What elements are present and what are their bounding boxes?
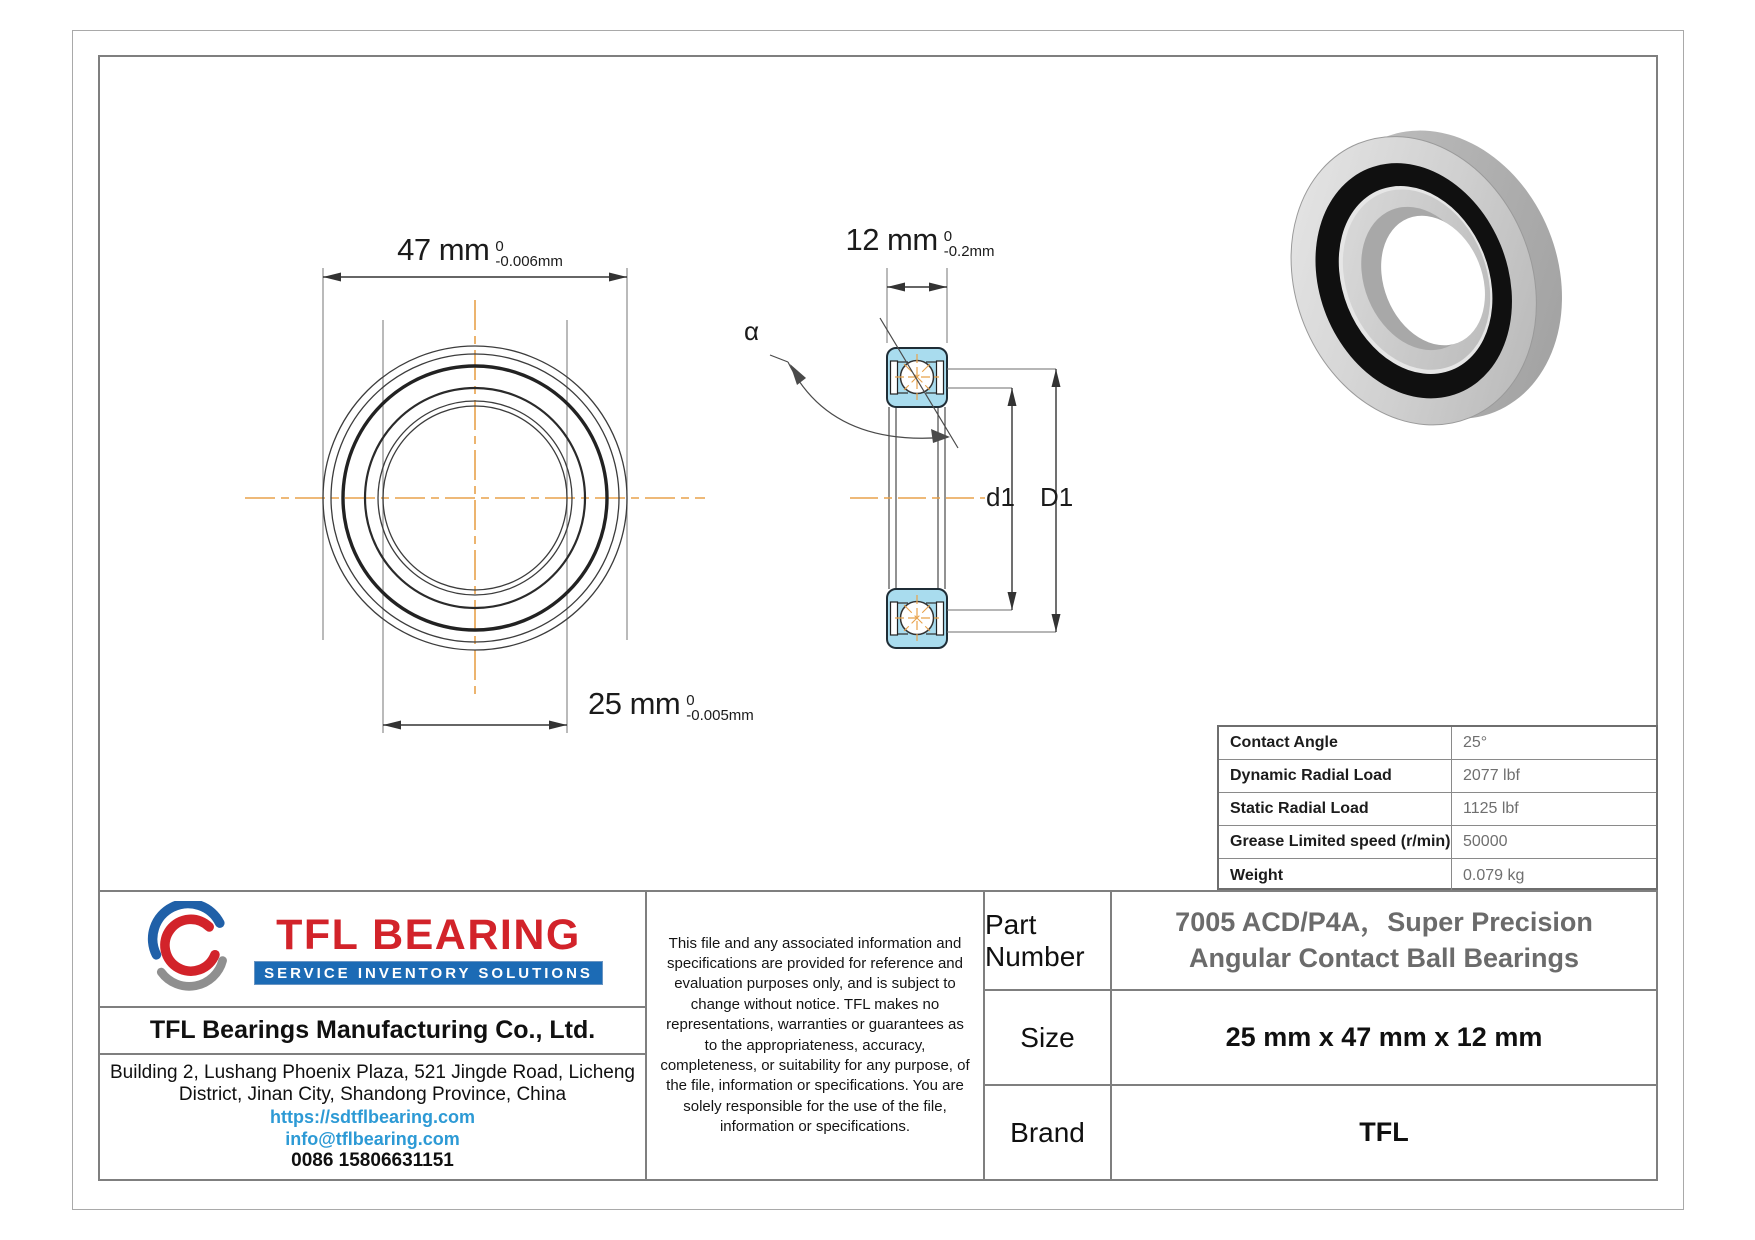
company-logo [100,892,645,1006]
section-view [770,268,1061,648]
contact-angle-label: α [744,316,760,346]
bore-diameter-tolerance: 0 -0.005mm [686,691,754,725]
spec-label: Dynamic Radial Load [1219,760,1452,792]
logo-wordmark: TFL BEARING [276,910,581,959]
table-row [1219,859,1656,892]
logo-swirl-icon [142,901,238,997]
website-link[interactable]: https://sdtflbearing.com [269,1107,475,1127]
address-line-2: District, Jinan City, Shandong Province, China [178,1084,567,1105]
phone-number: 0086 15806631151 [291,1150,454,1171]
outer-diameter-tolerance: 0 -0.006mm [495,237,563,271]
spec-label: Grease Limited speed (r/min) [1219,826,1452,858]
table-row [1219,826,1656,859]
outer-diameter-dimension [330,232,630,271]
bearing-3d-image [1255,85,1600,470]
brand-value-cell [1112,1086,1656,1179]
company-name: TFL Bearings Manufacturing Co., Ltd. [149,1016,596,1044]
width-tolerance: 0 -0.2mm [943,227,995,261]
d1-label: d1 [986,482,1015,512]
D1-label: D1 [1040,482,1074,512]
spec-value: 25° [1463,734,1488,751]
size-label: Size [1020,1021,1075,1053]
table-row [1219,793,1656,826]
table-row [1219,727,1656,760]
spec-label: Static Radial Load [1219,793,1452,825]
width-value: 12 mm [845,222,938,257]
company-contact-block [100,1055,645,1179]
email-link[interactable]: info@tflbearing.com [285,1129,460,1149]
spec-label: Contact Angle [1219,727,1452,759]
spec-label: Weight [1219,859,1452,892]
spec-table [1217,725,1658,890]
brand-value: TFL [1359,1116,1409,1147]
part-number-value: 7005 ACD/P4A，Super Precision Angular Contact Ball Bearings [1175,907,1593,973]
outer-diameter-value: 47 mm [397,232,490,267]
part-number-label-cell [985,892,1110,989]
front-view [245,268,705,733]
size-value: 25 mm x 47 mm x 12 mm [1225,1021,1543,1052]
bore-diameter-dimension [588,686,754,725]
table-row [1219,760,1656,793]
part-number-value-cell [1112,892,1656,989]
spec-value: 0.079 kg [1463,866,1525,884]
size-value-cell [1112,991,1656,1084]
spec-value: 50000 [1463,833,1508,850]
spec-value: 2077 lbf [1463,767,1520,784]
width-dimension [795,222,1045,261]
bore-diameter-value: 25 mm [588,686,681,721]
size-label-cell [985,991,1110,1084]
brand-label: Brand [1010,1116,1085,1148]
part-number-label: Part Number [985,908,1085,972]
title-block [98,890,1658,1181]
spec-value: 1125 lbf [1463,800,1519,817]
brand-label-cell [985,1086,1110,1179]
disclaimer-text: This file and any associated information and specifications are provided for reference and evaluation purposes only, and is subject to change without notice. TFL makes no representations, warranties or guarantees as to the appropriateness, accuracy, completeness, or suitability for any purpose, of the file, information or specifications. You are solely responsible for the use of the file, information or specifications. [660,934,970,1136]
logo-tagline: SERVICE INVENTORY SOLUTIONS [254,961,603,985]
address-line-1: Building 2, Lushang Phoenix Plaza, 521 Jingde Road, Licheng [110,1062,635,1083]
